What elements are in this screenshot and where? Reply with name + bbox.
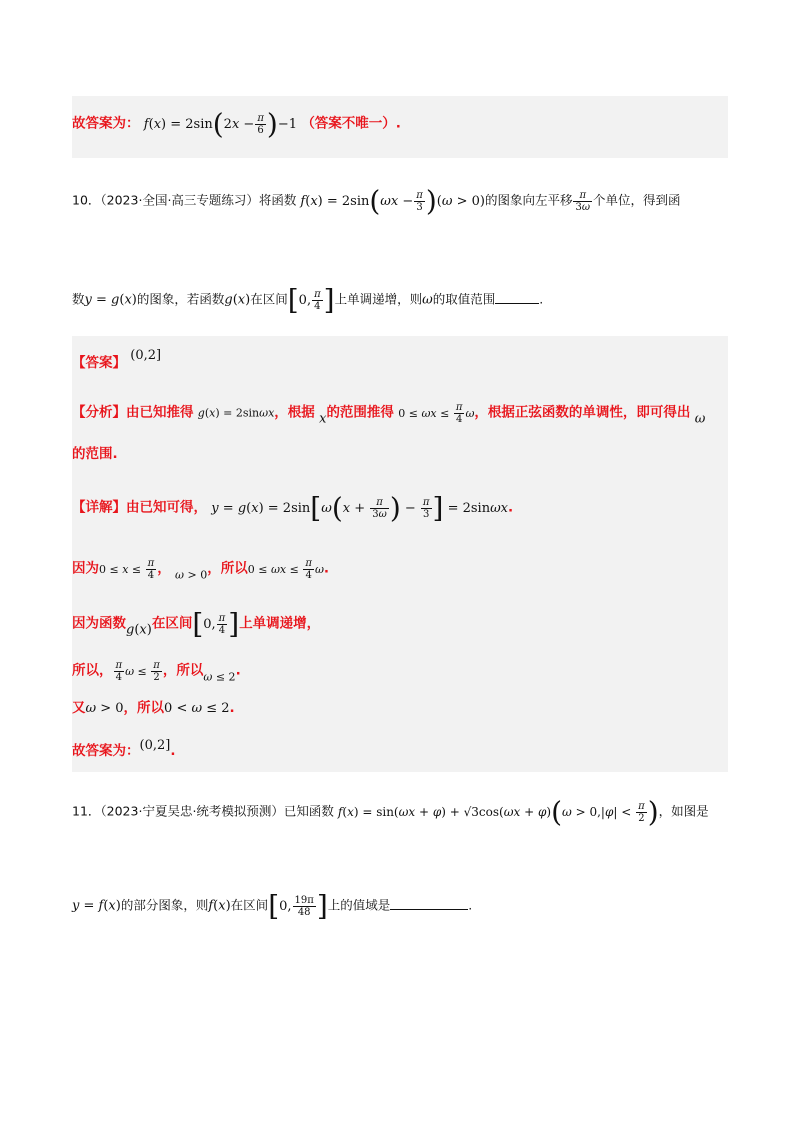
step-2 — [72, 607, 321, 641]
detail-text: 由已知可得， — [126, 499, 207, 516]
question-text: 个单位，得到函 — [593, 192, 681, 208]
step-text: 上单调递增， — [239, 615, 321, 632]
question-text: 的取值范围 — [432, 291, 496, 307]
math-fx-answer: f(x) = 2sin(2x − $\frac{\pi}{6}$ )−1 — [143, 107, 298, 140]
step-3 — [72, 660, 241, 688]
math-omega: ω — [694, 411, 706, 427]
analysis-text: 的范围. — [72, 446, 118, 462]
math-omega: ω — [422, 292, 433, 308]
answer-blank[interactable] — [495, 291, 539, 304]
question-text: 上的值域是 — [327, 897, 391, 913]
math-fx: f(x) — [208, 898, 231, 914]
step-text: . — [229, 700, 235, 716]
math-ineq-analysis: 0 ≤ ωx ≤ $\frac{\pi}{4}$ ω — [398, 402, 475, 425]
question-number: 11． — [72, 803, 101, 819]
math-y-eq-gx: y = g(x) — [84, 292, 137, 308]
math-omega-range: 0 < ω ≤ 2 — [164, 701, 230, 716]
step-text: 在区间 — [151, 615, 193, 632]
question-text: 数 — [72, 291, 85, 307]
math-y-eq-fx: y = f(x) — [72, 898, 121, 914]
math-omega-pos: ω > 0 — [175, 568, 208, 582]
question-source: （2023·宁夏吴忠·统考模拟预测） — [100, 803, 284, 819]
step-text: ，所以 — [162, 662, 204, 679]
answer-10-line — [72, 346, 161, 373]
math-gx: g(x) — [126, 622, 152, 638]
math-omega-ineq: $\frac{\pi}{4}$ ω ≤ $\frac{\pi}{2}$ — [115, 660, 160, 683]
answer-line-9 — [72, 107, 401, 140]
step-text: ， — [157, 560, 171, 577]
step-text: 因为函数 — [72, 615, 126, 632]
math-x: x — [319, 411, 327, 427]
math-interval-11: [0, $\frac{19\pi}{48}$ ] — [268, 889, 328, 922]
step-text: 所以， — [72, 662, 113, 679]
math-interval: [0, $\frac{\pi}{4}$ ] — [192, 607, 240, 640]
step-1 — [72, 558, 329, 586]
math-interval: [0, $\frac{\pi}{4}$ ] — [287, 283, 335, 316]
step-text: . — [323, 560, 330, 577]
analysis-line-2 — [72, 444, 118, 464]
question-text: . — [539, 291, 544, 307]
step-text: 又 — [72, 700, 86, 716]
math-gx-derivation: y = g(x) = 2sin[ω(x + $\frac{\pi}{3\omega}$ ) − $\frac{\pi}{3}$ ] = 2sinωx — [211, 491, 509, 524]
answer-value: (0,2] — [130, 348, 162, 363]
question-text: 上单调递增，则 — [334, 291, 423, 307]
detail-line — [72, 491, 514, 524]
answer-note: （答案不唯一）. — [301, 115, 401, 132]
final-answer-10 — [72, 736, 175, 761]
final-text: . — [170, 743, 176, 759]
final-value: (0,2] — [139, 738, 171, 753]
math-shift: $\frac{\pi}{3\omega}$ — [575, 189, 591, 213]
question-text: ，如图是 — [658, 803, 709, 819]
question-number: 10． — [72, 192, 101, 208]
analysis-text: ，根据正弦函数的单调性，即可得出 — [474, 404, 691, 421]
question-text: 的部分图象，则 — [120, 897, 209, 913]
math-gx-sin: g(x) = 2sinωx — [197, 406, 275, 420]
question-text: . — [468, 897, 473, 913]
question-11-line-1 — [72, 795, 709, 828]
step-text: ，所以 — [207, 560, 248, 577]
step-4 — [72, 698, 235, 719]
analysis-tag: 【分析】 — [72, 404, 126, 421]
question-text: 在区间 — [230, 897, 269, 913]
math-x-range: 0 ≤ x ≤ $\frac{\pi}{4}$ — [99, 558, 155, 581]
question-11-line-2 — [72, 889, 473, 922]
detail-text: . — [508, 499, 514, 516]
detail-tag: 【详解】 — [72, 499, 126, 516]
question-text: 已知函数 — [283, 803, 334, 819]
math-fx-def: f(x) = 2sin(ωx − $\frac{\pi}{3}$ )(ω > 0) — [300, 184, 485, 217]
analysis-text: ，根据 — [274, 404, 315, 421]
answer-label: 故答案为： — [72, 115, 140, 132]
analysis-text: 的范围推得 — [326, 404, 394, 421]
final-label: 故答案为： — [72, 743, 140, 759]
analysis-line-1 — [72, 402, 705, 430]
question-text: 在区间 — [250, 291, 288, 307]
question-10-line-1 — [72, 184, 681, 217]
answer-blank[interactable] — [390, 897, 468, 910]
math-omega-le2: ω ≤ 2 — [203, 670, 236, 684]
answer-tag: 【答案】 — [72, 355, 126, 371]
analysis-text: 由已知推得 — [126, 404, 194, 421]
step-text: . — [235, 662, 241, 679]
question-text: 将函数 — [258, 192, 297, 208]
math-gx: g(x) — [224, 292, 251, 308]
math-omegax-range: 0 ≤ ωx ≤ $\frac{\pi}{4}$ ω — [247, 558, 324, 581]
question-10-line-2 — [72, 283, 544, 316]
question-text: 的图象向左平移 — [484, 192, 573, 208]
math-omega-pos: ω > 0 — [85, 701, 124, 716]
question-text: 的图象，若函数 — [136, 291, 225, 307]
question-source: （2023·全国·高三专题练习） — [100, 192, 259, 208]
math-fx-def-11: f(x) = sin(ωx + φ) + √3cos(ωx + φ)(ω > 0,|φ| < $\frac{\pi}{2}$ ) — [337, 795, 659, 828]
step-text: ，所以 — [123, 700, 165, 716]
step-text: 因为 — [72, 560, 99, 577]
